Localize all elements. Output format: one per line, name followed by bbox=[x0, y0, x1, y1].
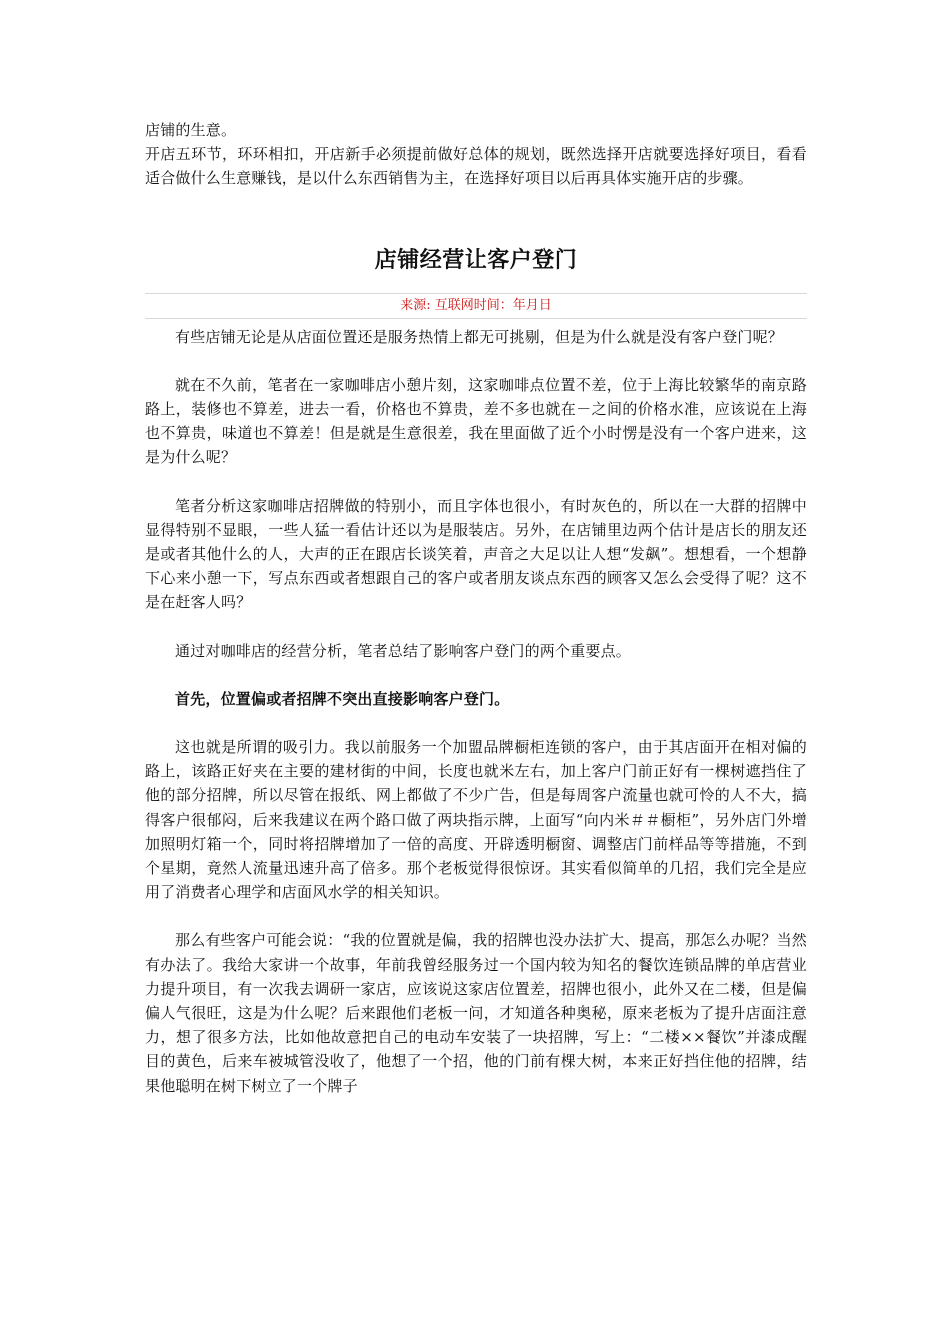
document-page bbox=[145, 118, 807, 1098]
paragraph-gap bbox=[145, 711, 807, 735]
body-heading-first-point: 首先，位置偏或者招牌不突出直接影响客户登门。 bbox=[175, 689, 510, 708]
intro-paragraph-1: 店铺的生意。 bbox=[145, 121, 237, 139]
paragraph-gap bbox=[145, 470, 807, 494]
intro-paragraph-2: 开店五环节，环环相扣，开店新手必须提前做好总体的规划，既然选择开店就要选择好项目，看看适合做什么生意赚钱，是以什么东西销售为主，在选择好项目以后再具体实施开店的步骤。 bbox=[145, 145, 807, 188]
article-title: 店铺经营让客户登门 bbox=[374, 246, 578, 273]
paragraph-gap bbox=[145, 663, 807, 687]
body-paragraph-4: 通过对咖啡店的经营分析，笔者总结了影响客户登门的两个重要点。 bbox=[175, 641, 632, 660]
paragraph-gap bbox=[145, 904, 807, 928]
paragraph-gap bbox=[145, 615, 807, 639]
source-divider bbox=[145, 318, 807, 319]
body-paragraph-3: 笔者分析这家咖啡店招牌做的特别小，而且字体也很小，有时灰色的，所以在一大群的招牌中显得特别不显眼，一些人猛一看估计还以为是服装店。另外，在店铺里边两个估计是店长的朋友还是或者其他什么的人，大声的正在跟店长谈笑着，声音之大足以让人想“发飙”。想想看，一个想静下心来小憩一下，写点东西或者想跟自己的客户或者朋友谈点东西的顾客又怎么会受得了呢？这不是在赶客人吗？ bbox=[145, 496, 807, 612]
body-paragraph-2: 就在不久前，笔者在一家咖啡店小憩片刻，这家咖啡点位置不差，位于上海比较繁华的南京路路上，装修也不算差，进去一看，价格也不算贵，差不多也就在－之间的价格水准，应该说在上海也不算贵，味道也不算差！但是就是生意很差，我在里面做了近个小时愣是没有一个客户进来，这是为什么呢？ bbox=[145, 375, 807, 467]
body-paragraph-1: 有些店铺无论是从店面位置还是服务热情上都无可挑剔，但是为什么就是没有客户登门呢？ bbox=[175, 327, 784, 346]
body-paragraph-5: 这也就是所谓的吸引力。我以前服务一个加盟品牌橱柜连锁的客户，由于其店面开在相对偏的路上，该路正好夹在主要的建材街的中间，长度也就米左右，加上客户门前正好有一棵树遮挡住了他的部分招牌，所以尽管在报纸、网上都做了不少广告，但是每周客户流量也就可怜的人不大，搞得客户很郁闷，后来我建议在两个路口做了两块指示牌，上面写“向内米＃＃橱柜”，另外店门外增加照明灯箱一个，同时将招牌增加了一倍的高度、开辟透明橱窗、调整店门前样品等等措施，不到个星期，竟然人流量迅速升高了倍多。那个老板觉得很惊讶。其实看似简单的几招，我们完全是应用了消费者心理学和店面风水学的相关知识。 bbox=[145, 738, 807, 902]
body-paragraph-6: 那么有些客户可能会说：“我的位置就是偏，我的招牌也没办法扩大、提高，那怎么办呢？当然有办法了。我给大家讲一个故事，年前我曾经服务过一个国内较为知名的餐饮连锁品牌的单店营业力提升项目，有一次我去调研一家店，应该说这家店位置差，招牌也很小，此外又在二楼，但是偏偏人气很旺，这是为什么呢？后来跟他们老板一问，才知道各种奥秘，原来老板为了提升店面注意力，想了很多方法，比如他故意把自己的电动车安装了一块招牌，写上：“二楼××餐饮”并漆成醒目的黄色，后来车被城管没收了，他想了一个招，他的门前有棵大树，本来正好挡住他的招牌，结果他聪明在树下树立了一个牌子 bbox=[145, 931, 807, 1095]
article-source: 来源: 互联网时间：年月日 bbox=[400, 297, 552, 313]
paragraph-gap bbox=[145, 349, 807, 373]
